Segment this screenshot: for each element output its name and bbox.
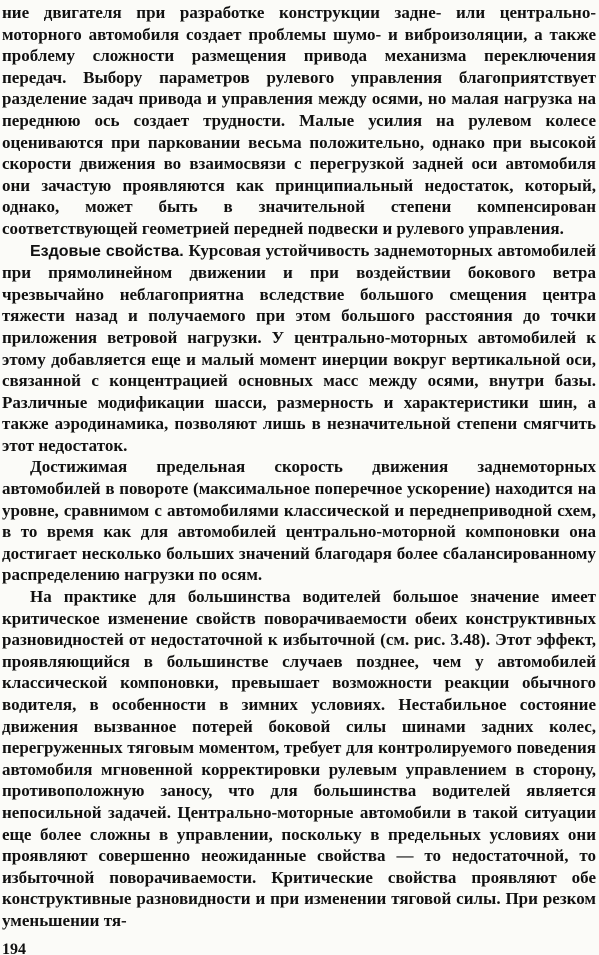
paragraph-4 (2, 586, 596, 932)
paragraph-4-text: На практике для большинства водителей большое значение имеет критическое изменение свойств поворачиваемости обеих конструктивных разновидностей от недостаточной к избыточной (см. рис. 3.48). Этот эффект, проявляющийся в большинстве случаев позднее, чем у автомобилей классической компоновки, превышает возможности реакции обычного водителя, в особенности в зимних условиях. Нестабильное состояние движения вызванное потерей боковой силы шинами задних колес, перегруженных тяговым моментом, требует для контролируемого поведения автомобиля мгновенной корректировки рулевым управлением в сторону, противоположную заносу, что для большинства водителей является непосильной задачей. Центрально-моторные автомобили в такой ситуации еще более сложны в управлении, поскольку в предельных условиях они проявляют совершенно неожиданные свойства — то недостаточной, то избыточной поворачиваемости. Критические свойства проявляют обе конструктивные разновидности и при изменении тяговой силы. При резком уменьшении тя- (2, 587, 596, 930)
paragraph-1-text: ние двигателя при разработке конструкции задне- или центрально-моторного автомобиля создает проблемы шумо- и виброизоляции, а также проблему сложности размещения привода механизма переключения передач. Выбору параметров рулевого управления благоприятствует разделение задач привода и управления между осями, но малая нагрузка на переднюю ось создает трудности. Малые усилия на рулевом колесе оцениваются при парковании весьма положительно, однако при высокой скорости движения во взаимосвязи с перегрузкой задней оси автомобиля они зачастую проявляются как принципиальный недостаток, который, однако, может быть в значительной степени компенсирован соответствующей геометрией передней подвески и рулевого управления. (2, 3, 596, 238)
paragraph-3 (2, 456, 596, 586)
section-runin-heading: Ездовые свойства. (30, 242, 184, 260)
paragraph-3-text: Достижимая предельная скорость движения заднемоторных автомобилей в повороте (максимальное поперечное ускорение) находится на уровне, сравнимом с автомобилями классической и переднеприводной схем, в то время как для автомобилей центрально-моторной компоновки она достигает несколько больших значений благодаря более сбалансированному распределению нагрузки по осям. (2, 457, 596, 585)
page-number: 194 (2, 941, 26, 955)
paragraph-1 (2, 2, 596, 240)
paragraph-2 (2, 240, 596, 457)
body-text (2, 2, 596, 932)
paragraph-2-text: Курсовая устойчивость заднемоторных автомобилей при прямолинейном движении и при воздействии бокового ветра чрезвычайно неблагоприятна вследствие большого смещения центра тяжести назад и получаемого при этом большого расстояния до точки приложения ветровой нагрузки. У центрально-моторных автомобилей к этому добавляется еще и малый момент инерции вокруг вертикальной оси, связанной с концентрацией основных масс между осями, внутри базы. Различные модификации шасси, размерность и характеристики шин, а также аэродинамика, позволяют лишь в незначительной степени смягчить этот недостаток. (2, 240, 596, 455)
